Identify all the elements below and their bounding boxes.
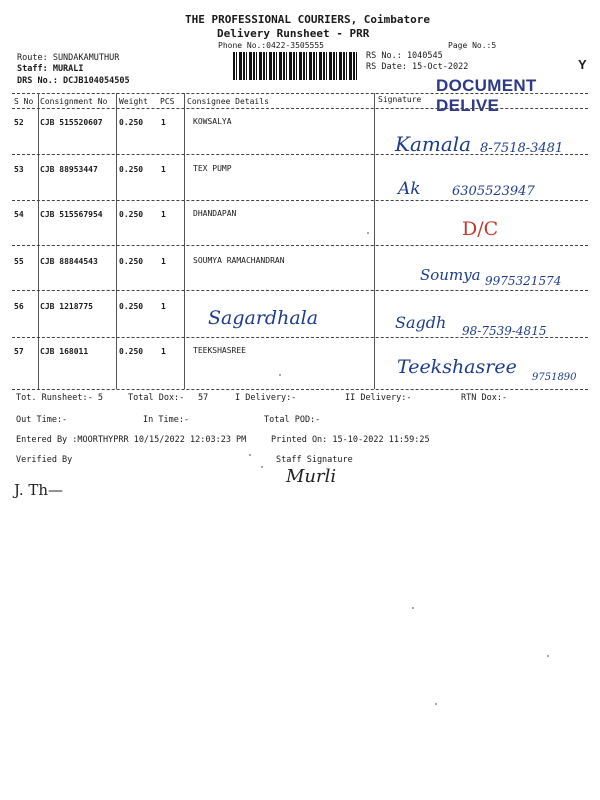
route: Route: SUNDAKAMUTHUR: [17, 53, 120, 63]
total-pod: Total POD:-: [264, 415, 321, 425]
total-dox-label: Total Dox:-: [128, 393, 185, 403]
scan-speck: [249, 454, 251, 456]
i-delivery: I Delivery:-: [235, 393, 297, 403]
row-consignment: CJB 515520607: [40, 118, 103, 127]
row-consignee: SOUMYA RAMACHANDRAN: [193, 256, 285, 265]
drs-number: DRS No.: DCJB104054505: [17, 76, 130, 86]
scan-speck: [547, 655, 549, 657]
row-weight: 0.250: [119, 165, 144, 174]
row-weight: 0.250: [119, 210, 144, 219]
verifier-signature: J. Th—: [14, 481, 64, 499]
row-pcs: 1: [161, 118, 166, 127]
row-note-dc: D/C: [462, 218, 499, 240]
row-consignee: KOWSALYA: [193, 117, 232, 126]
row-pcs: 1: [161, 347, 166, 356]
row-sno: 53: [14, 165, 24, 174]
row-weight: 0.250: [119, 302, 144, 311]
row-pcs: 1: [161, 257, 166, 266]
table-bottom-rule: [12, 389, 588, 390]
col-divider: [374, 93, 375, 389]
rs-number: RS No.: 1040545: [366, 51, 443, 61]
total-dox-value: 57: [198, 393, 209, 403]
row-pcs: 1: [161, 210, 166, 219]
row-separator: [12, 337, 588, 338]
row-consignee: TEEKSHASREE: [193, 346, 246, 355]
total-runsheet: Tot. Runsheet:- 5: [16, 393, 103, 403]
row-signature: Soumya: [420, 266, 481, 284]
row-phone: 98-7539-4815: [462, 324, 547, 338]
company-name: THE PROFESSIONAL COURIERS, Coimbatore: [185, 13, 431, 26]
scan-speck: [412, 607, 414, 609]
barcode: [233, 52, 359, 80]
ii-delivery: II Delivery:-: [345, 393, 412, 403]
row-separator: [12, 200, 588, 201]
staff: Staff: MURALI: [17, 64, 84, 74]
row-signature: Sagdh: [395, 313, 447, 332]
out-time: Out Time:-: [16, 415, 68, 425]
row-sno: 55: [14, 257, 24, 266]
row-weight: 0.250: [119, 257, 144, 266]
row-separator: [12, 154, 588, 155]
col-pcs: PCS: [160, 97, 175, 106]
scan-speck: [435, 703, 437, 705]
row-consignment: CJB 1218775: [40, 302, 93, 311]
row-handwritten-name: Sagardhala: [208, 307, 319, 329]
page-number: Page No.:5: [448, 41, 497, 50]
row-signature: Ak: [398, 179, 421, 199]
col-weight: Weight: [119, 97, 148, 106]
header-bottom-rule: [12, 108, 588, 109]
row-sno: 56: [14, 302, 24, 311]
row-signature: Kamala: [395, 132, 472, 156]
col-consignment: Consignment No: [40, 97, 108, 106]
col-sno: S No: [14, 97, 34, 106]
row-consignee: DHANDAPAN: [193, 209, 237, 218]
row-sno: 54: [14, 210, 24, 219]
document-title: Delivery Runsheet - PRR: [217, 27, 370, 40]
row-sno: 57: [14, 347, 24, 356]
col-signature: Signature: [378, 95, 422, 104]
row-pcs: 1: [161, 165, 166, 174]
row-sno: 52: [14, 118, 24, 127]
header-top-rule: [12, 93, 588, 94]
col-divider: [116, 93, 117, 389]
phone-number: Phone No.:0422-3505555: [218, 41, 324, 50]
staff-signature-label: Staff Signature: [276, 455, 353, 465]
row-phone: 8-7518-3481: [480, 141, 564, 156]
rs-date: RS Date: 15-Oct-2022: [366, 62, 469, 72]
scan-speck: [367, 232, 369, 234]
rtn-dox: RTN Dox:-: [461, 393, 508, 403]
row-separator: [12, 290, 588, 291]
corner-mark: Y: [578, 57, 587, 72]
row-pcs: 1: [161, 302, 166, 311]
staff-signature: Murli: [286, 466, 337, 487]
row-consignment: CJB 515567954: [40, 210, 103, 219]
row-phone: 9975321574: [485, 274, 562, 288]
row-weight: 0.250: [119, 118, 144, 127]
scan-speck: [279, 374, 281, 376]
col-divider: [38, 93, 39, 389]
col-consignee: Consignee Details: [187, 97, 269, 106]
document-delivered-stamp: DOCUMENT DELIVE: [436, 76, 537, 115]
scan-speck: [261, 466, 263, 468]
row-consignment: CJB 88844543: [40, 257, 98, 266]
row-phone: 6305523947: [452, 184, 535, 199]
printed-on: Printed On: 15-10-2022 11:59:25: [271, 435, 430, 445]
row-signature: Teekshasree: [397, 356, 517, 378]
row-weight: 0.250: [119, 347, 144, 356]
in-time: In Time:-: [143, 415, 190, 425]
row-consignee: TEX PUMP: [193, 164, 232, 173]
row-separator: [12, 245, 588, 246]
col-divider: [184, 93, 185, 389]
row-consignment: CJB 88953447: [40, 165, 98, 174]
verified-by-label: Verified By: [16, 455, 73, 465]
entered-by: Entered By :MOORTHYPRR 10/15/2022 12:03:23 PM: [16, 435, 247, 445]
row-consignment: CJB 168011: [40, 347, 89, 356]
row-phone: 9751890: [532, 372, 577, 383]
